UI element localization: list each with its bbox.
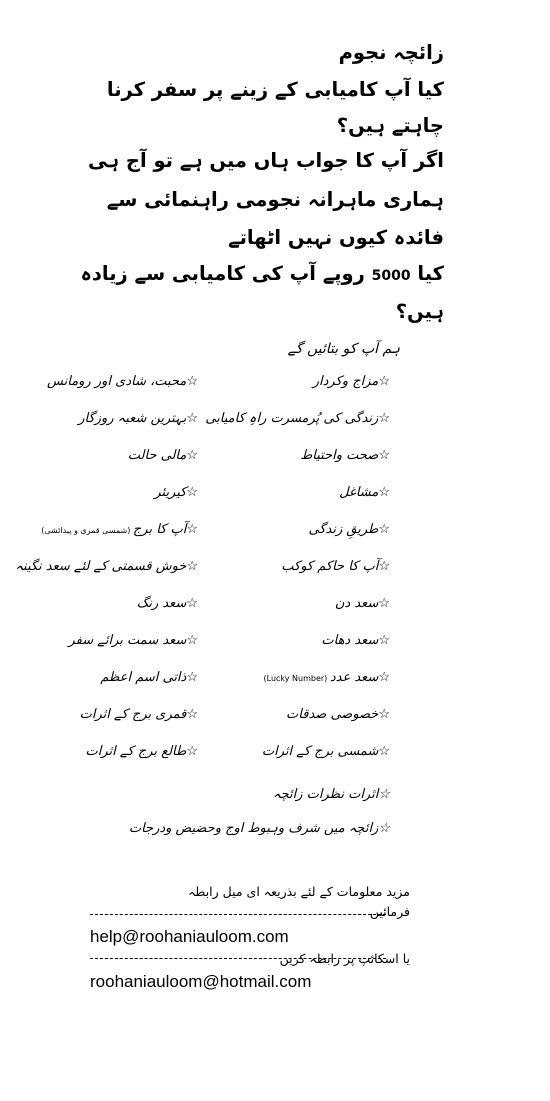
email-link-hotmail[interactable]: roohaniauloom@hotmail.com <box>90 972 312 991</box>
feature-label: ذاتی اسم اعظم <box>100 670 187 685</box>
feature-label: کیریئر <box>154 485 187 500</box>
feature-item <box>128 447 198 465</box>
star-icon: ☆ <box>378 821 390 836</box>
headline-line-6-before: کیا <box>410 262 444 285</box>
headline-line-6-after: روپے آپ کی کامیابی سے زیادہ <box>80 262 372 285</box>
feature-item <box>262 743 390 761</box>
feature-label: صحت واحتیاط <box>300 448 379 463</box>
feature-label: سعد سمت برائے سفر <box>68 633 187 648</box>
feature-label: مزاج وکردار <box>312 374 379 389</box>
feature-label: شمسی برج کے اثرات <box>261 744 379 759</box>
star-icon: ☆ <box>378 374 390 389</box>
feature-note: (شمسی قمری و پیدائشی) <box>41 526 133 535</box>
feature-label: سعد دن <box>334 596 379 611</box>
feature-item <box>80 706 198 724</box>
star-icon: ☆ <box>186 448 198 463</box>
feature-label: زائچہ میں شرف وہبوط اوج وحضیض ودرجات <box>128 821 379 836</box>
feature-item <box>339 484 390 502</box>
headline-line-7: ہیں؟ <box>395 300 444 323</box>
star-icon: ☆ <box>186 374 198 389</box>
contact-line-2: فرمائیں <box>369 904 410 919</box>
feature-item <box>313 373 390 391</box>
headline-line-4: ہماری ماہرانہ نجومی راہنمائی سے <box>106 188 444 211</box>
feature-note: (Lucky Number) <box>263 674 330 683</box>
star-icon: ☆ <box>186 596 198 611</box>
headline-line-5: فائدہ کیوں نہیں اٹھاتے <box>228 226 444 249</box>
star-icon: ☆ <box>378 411 390 426</box>
feature-item <box>86 743 198 761</box>
feature-item <box>69 632 199 650</box>
star-icon: ☆ <box>186 522 198 537</box>
star-icon: ☆ <box>378 670 390 685</box>
feature-item <box>321 632 390 650</box>
feature-item <box>335 595 390 613</box>
headline-line-6 <box>24 264 444 284</box>
feature-item <box>129 820 390 838</box>
feature-label: سعد دھات <box>321 633 379 648</box>
feature-label: مشاغل <box>339 485 379 500</box>
feature-label: خصوصی صدقات <box>286 707 379 722</box>
headline-line-2: چاہتے ہیں؟ <box>336 114 444 137</box>
feature-label: مالی حالت <box>127 448 187 463</box>
star-icon: ☆ <box>378 596 390 611</box>
divider <box>90 914 386 915</box>
feature-label: آپ کا حاکم کوکب <box>281 559 379 574</box>
feature-item <box>286 706 390 724</box>
feature-label: زندگی کی پُرمسرت راہِ کامیابی <box>205 411 379 426</box>
star-icon: ☆ <box>186 485 198 500</box>
star-icon: ☆ <box>186 707 198 722</box>
star-icon: ☆ <box>378 559 390 574</box>
feature-label: بہترین شعبہ روزگار <box>78 411 187 426</box>
feature-item <box>205 410 390 428</box>
feature-label: طریقِ زندگی <box>308 522 379 537</box>
feature-item <box>273 786 390 804</box>
contact-line-1: مزید معلومات کے لئے بذریعہ ای میل رابطہ <box>188 884 410 899</box>
star-icon: ☆ <box>378 485 390 500</box>
feature-item <box>154 484 198 502</box>
price-number: 5000 <box>371 268 411 284</box>
headline-line-1: کیا آپ کامیابی کے زینے پر سفر کرنا <box>106 78 444 101</box>
feature-label: سعد عدد <box>329 670 379 685</box>
star-icon: ☆ <box>378 522 390 537</box>
feature-item <box>41 521 198 540</box>
star-icon: ☆ <box>186 411 198 426</box>
feature-item <box>47 373 198 391</box>
email-link-help[interactable]: help@roohaniauloom.com <box>90 927 289 946</box>
feature-label: قمری برج کے اثرات <box>79 707 187 722</box>
star-icon: ☆ <box>378 707 390 722</box>
star-icon: ☆ <box>186 559 198 574</box>
feature-item <box>78 410 198 428</box>
feature-item <box>137 595 198 613</box>
feature-label: خوش قسمتی کے لئے سعد نگینہ <box>15 559 187 574</box>
intro-text: ہم آپ کو بتائیں گے <box>287 341 400 357</box>
feature-label: آپ کا برج <box>132 522 187 537</box>
star-icon: ☆ <box>186 670 198 685</box>
headline-line-3: اگر آپ کا جواب ہاں میں ہے تو آج ہی <box>87 149 444 172</box>
feature-item <box>100 669 198 687</box>
feature-item <box>15 558 198 576</box>
feature-item <box>264 669 391 688</box>
star-icon: ☆ <box>378 448 390 463</box>
star-icon: ☆ <box>378 787 390 802</box>
star-icon: ☆ <box>186 744 198 759</box>
divider <box>90 958 386 959</box>
feature-label: اثرات نظرات زائچہ <box>273 787 379 802</box>
feature-item <box>300 447 390 465</box>
feature-label: سعد رنگ <box>136 596 187 611</box>
feature-item <box>281 558 390 576</box>
feature-label: محبت، شادی اور رومانس <box>47 374 187 389</box>
contact-line-3: یا اسکائپ پر رابطہ کریں <box>279 951 410 966</box>
star-icon: ☆ <box>378 633 390 648</box>
feature-item <box>308 521 390 539</box>
star-icon: ☆ <box>378 744 390 759</box>
feature-label: طالع برج کے اثرات <box>85 744 187 759</box>
headline-title: زائچہ نجوم <box>338 41 444 64</box>
star-icon: ☆ <box>186 633 198 648</box>
